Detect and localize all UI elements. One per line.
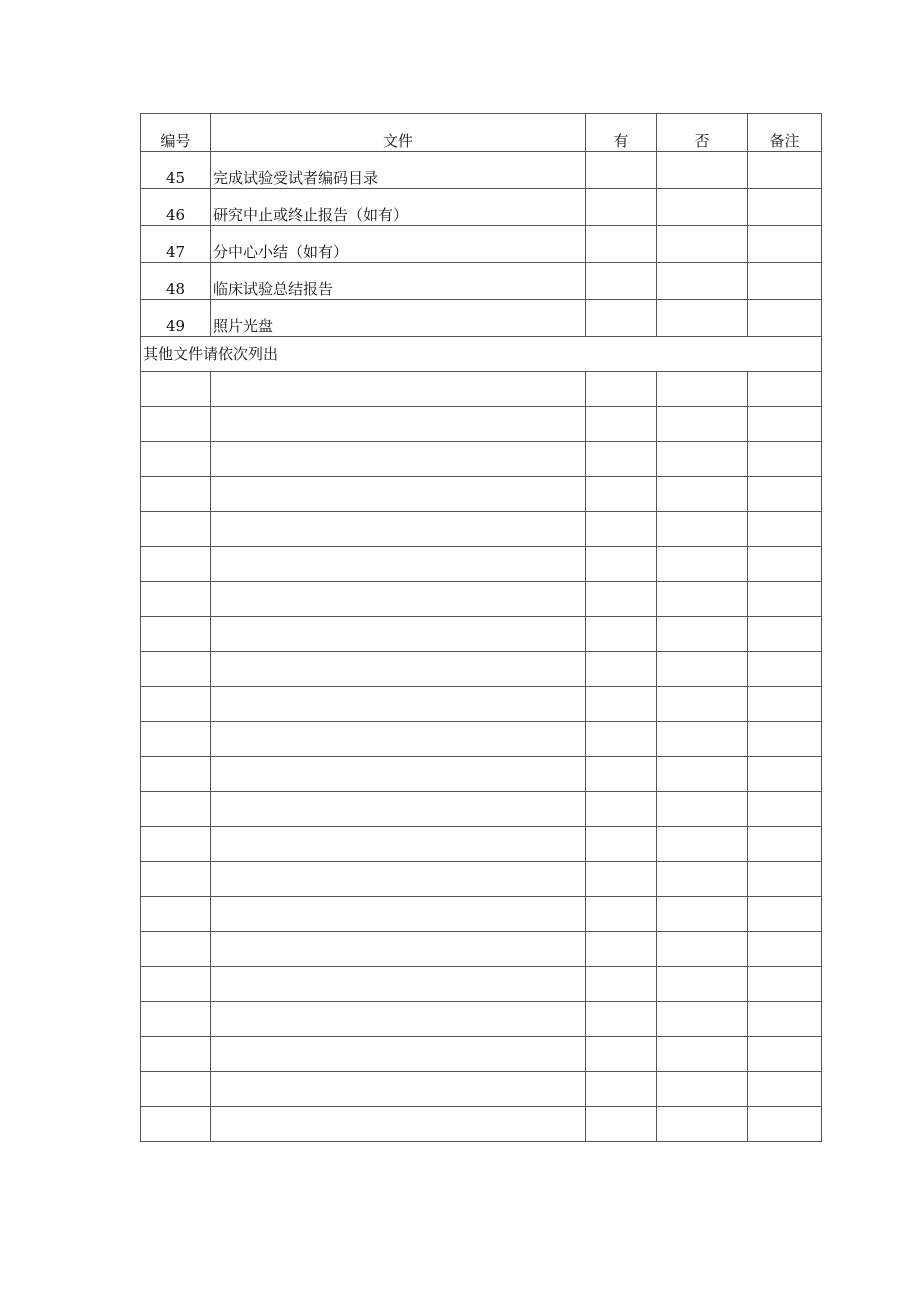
header-number: 编号: [141, 114, 211, 152]
blank-document-cell[interactable]: [211, 547, 586, 582]
blank-number-cell[interactable]: [141, 547, 211, 582]
row-no-cell[interactable]: [657, 152, 748, 189]
blank-table-row: [141, 827, 822, 862]
blank-number-cell[interactable]: [141, 407, 211, 442]
blank-table-row: [141, 1072, 822, 1107]
blank-number-cell[interactable]: [141, 757, 211, 792]
blank-number-cell[interactable]: [141, 722, 211, 757]
row-document: 研究中止或终止报告（如有）: [211, 189, 586, 226]
blank-document-cell[interactable]: [211, 1037, 586, 1072]
blank-document-cell[interactable]: [211, 372, 586, 407]
blank-table-row: [141, 407, 822, 442]
blank-remarks-cell[interactable]: [748, 1037, 822, 1072]
blank-no-cell[interactable]: [657, 1037, 748, 1072]
row-document: 临床试验总结报告: [211, 263, 586, 300]
blank-yes-cell[interactable]: [586, 827, 657, 862]
blank-no-cell[interactable]: [657, 967, 748, 1002]
blank-document-cell[interactable]: [211, 477, 586, 512]
blank-no-cell[interactable]: [657, 372, 748, 407]
row-no-cell[interactable]: [657, 226, 748, 263]
blank-table-row: [141, 617, 822, 652]
blank-yes-cell[interactable]: [586, 687, 657, 722]
blank-remarks-cell[interactable]: [748, 1002, 822, 1037]
blank-number-cell[interactable]: [141, 582, 211, 617]
blank-yes-cell[interactable]: [586, 932, 657, 967]
blank-number-cell[interactable]: [141, 652, 211, 687]
blank-remarks-cell[interactable]: [748, 547, 822, 582]
blank-table-row: [141, 1002, 822, 1037]
blank-remarks-cell[interactable]: [748, 932, 822, 967]
blank-document-cell[interactable]: [211, 932, 586, 967]
blank-document-cell[interactable]: [211, 687, 586, 722]
blank-number-cell[interactable]: [141, 1072, 211, 1107]
blank-document-cell[interactable]: [211, 407, 586, 442]
row-number: 46: [141, 189, 211, 226]
blank-document-cell[interactable]: [211, 897, 586, 932]
blank-no-cell[interactable]: [657, 617, 748, 652]
blank-yes-cell[interactable]: [586, 407, 657, 442]
blank-number-cell[interactable]: [141, 932, 211, 967]
table-header-row: [141, 114, 822, 152]
blank-no-cell[interactable]: [657, 722, 748, 757]
blank-no-cell[interactable]: [657, 862, 748, 897]
document-checklist-table: [140, 113, 822, 1142]
blank-yes-cell[interactable]: [586, 617, 657, 652]
table-row: [141, 152, 822, 189]
table-row: [141, 263, 822, 300]
row-document: 完成试验受试者编码目录: [211, 152, 586, 189]
row-yes-cell[interactable]: [586, 226, 657, 263]
blank-number-cell[interactable]: [141, 687, 211, 722]
blank-number-cell[interactable]: [141, 827, 211, 862]
blank-yes-cell[interactable]: [586, 1037, 657, 1072]
blank-no-cell[interactable]: [657, 1072, 748, 1107]
header-yes: 有: [586, 114, 657, 152]
blank-number-cell[interactable]: [141, 512, 211, 547]
row-number: 45: [141, 152, 211, 189]
blank-yes-cell[interactable]: [586, 757, 657, 792]
table-row: [141, 300, 822, 337]
blank-document-cell[interactable]: [211, 862, 586, 897]
row-no-cell[interactable]: [657, 300, 748, 337]
row-remarks-cell[interactable]: [748, 189, 822, 226]
row-remarks-cell[interactable]: [748, 263, 822, 300]
blank-document-cell[interactable]: [211, 722, 586, 757]
row-no-cell[interactable]: [657, 263, 748, 300]
blank-no-cell[interactable]: [657, 477, 748, 512]
blank-number-cell[interactable]: [141, 477, 211, 512]
blank-no-cell[interactable]: [657, 687, 748, 722]
blank-number-cell[interactable]: [141, 862, 211, 897]
blank-remarks-cell[interactable]: [748, 442, 822, 477]
row-document: 分中心小结（如有）: [211, 226, 586, 263]
blank-no-cell[interactable]: [657, 932, 748, 967]
blank-document-cell[interactable]: [211, 512, 586, 547]
blank-number-cell[interactable]: [141, 1002, 211, 1037]
blank-document-cell[interactable]: [211, 582, 586, 617]
blank-table-row: [141, 792, 822, 827]
blank-yes-cell[interactable]: [586, 722, 657, 757]
blank-number-cell[interactable]: [141, 1107, 211, 1142]
blank-table-row: [141, 442, 822, 477]
blank-table-row: [141, 1037, 822, 1072]
blank-document-cell[interactable]: [211, 1072, 586, 1107]
blank-table-row: [141, 1107, 822, 1142]
blank-document-cell[interactable]: [211, 827, 586, 862]
blank-yes-cell[interactable]: [586, 652, 657, 687]
blank-no-cell[interactable]: [657, 1002, 748, 1037]
blank-remarks-cell[interactable]: [748, 1072, 822, 1107]
blank-number-cell[interactable]: [141, 897, 211, 932]
blank-no-cell[interactable]: [657, 512, 748, 547]
blank-number-cell[interactable]: [141, 1037, 211, 1072]
blank-no-cell[interactable]: [657, 407, 748, 442]
other-documents-section-row: [141, 337, 822, 372]
blank-number-cell[interactable]: [141, 967, 211, 1002]
blank-table-row: [141, 932, 822, 967]
row-yes-cell[interactable]: [586, 263, 657, 300]
blank-table-row: [141, 687, 822, 722]
blank-no-cell[interactable]: [657, 792, 748, 827]
blank-remarks-cell[interactable]: [748, 967, 822, 1002]
blank-remarks-cell[interactable]: [748, 827, 822, 862]
blank-remarks-cell[interactable]: [748, 372, 822, 407]
blank-remarks-cell[interactable]: [748, 582, 822, 617]
row-number: 49: [141, 300, 211, 337]
blank-number-cell[interactable]: [141, 372, 211, 407]
header-document: 文件: [211, 114, 586, 152]
blank-no-cell[interactable]: [657, 582, 748, 617]
blank-table-row: [141, 652, 822, 687]
blank-yes-cell[interactable]: [586, 1002, 657, 1037]
blank-document-cell[interactable]: [211, 1107, 586, 1142]
row-yes-cell[interactable]: [586, 189, 657, 226]
blank-yes-cell[interactable]: [586, 477, 657, 512]
blank-remarks-cell[interactable]: [748, 862, 822, 897]
blank-yes-cell[interactable]: [586, 512, 657, 547]
blank-no-cell[interactable]: [657, 827, 748, 862]
blank-table-row: [141, 722, 822, 757]
row-number: 47: [141, 226, 211, 263]
blank-no-cell[interactable]: [657, 897, 748, 932]
blank-yes-cell[interactable]: [586, 442, 657, 477]
blank-document-cell[interactable]: [211, 442, 586, 477]
blank-remarks-cell[interactable]: [748, 617, 822, 652]
blank-table-row: [141, 547, 822, 582]
blank-no-cell[interactable]: [657, 442, 748, 477]
blank-remarks-cell[interactable]: [748, 792, 822, 827]
blank-yes-cell[interactable]: [586, 792, 657, 827]
table-row: [141, 226, 822, 263]
blank-document-cell[interactable]: [211, 652, 586, 687]
row-document: 照片光盘: [211, 300, 586, 337]
blank-document-cell[interactable]: [211, 967, 586, 1002]
blank-table-row: [141, 897, 822, 932]
blank-document-cell[interactable]: [211, 617, 586, 652]
other-documents-label: 其他文件请依次列出: [141, 337, 822, 372]
blank-number-cell[interactable]: [141, 442, 211, 477]
blank-document-cell[interactable]: [211, 1002, 586, 1037]
blank-document-cell[interactable]: [211, 757, 586, 792]
header-remarks: 备注: [748, 114, 822, 152]
blank-rows-group: [141, 372, 822, 1142]
blank-yes-cell[interactable]: [586, 372, 657, 407]
blank-document-cell[interactable]: [211, 792, 586, 827]
blank-yes-cell[interactable]: [586, 862, 657, 897]
blank-table-row: [141, 862, 822, 897]
blank-number-cell[interactable]: [141, 617, 211, 652]
blank-remarks-cell[interactable]: [748, 652, 822, 687]
blank-remarks-cell[interactable]: [748, 477, 822, 512]
blank-yes-cell[interactable]: [586, 1072, 657, 1107]
blank-no-cell[interactable]: [657, 1107, 748, 1142]
blank-no-cell[interactable]: [657, 547, 748, 582]
blank-remarks-cell[interactable]: [748, 897, 822, 932]
blank-yes-cell[interactable]: [586, 967, 657, 1002]
row-remarks-cell[interactable]: [748, 152, 822, 189]
blank-remarks-cell[interactable]: [748, 407, 822, 442]
blank-no-cell[interactable]: [657, 652, 748, 687]
blank-table-row: [141, 512, 822, 547]
row-number: 48: [141, 263, 211, 300]
blank-remarks-cell[interactable]: [748, 1107, 822, 1142]
row-remarks-cell[interactable]: [748, 226, 822, 263]
row-remarks-cell[interactable]: [748, 300, 822, 337]
blank-remarks-cell[interactable]: [748, 757, 822, 792]
table-row: [141, 189, 822, 226]
blank-table-row: [141, 372, 822, 407]
blank-yes-cell[interactable]: [586, 547, 657, 582]
row-no-cell[interactable]: [657, 189, 748, 226]
blank-no-cell[interactable]: [657, 757, 748, 792]
blank-yes-cell[interactable]: [586, 582, 657, 617]
blank-table-row: [141, 967, 822, 1002]
blank-remarks-cell[interactable]: [748, 512, 822, 547]
blank-table-row: [141, 582, 822, 617]
blank-table-row: [141, 757, 822, 792]
blank-table-row: [141, 477, 822, 512]
blank-yes-cell[interactable]: [586, 1107, 657, 1142]
row-yes-cell[interactable]: [586, 300, 657, 337]
row-yes-cell[interactable]: [586, 152, 657, 189]
blank-remarks-cell[interactable]: [748, 722, 822, 757]
blank-remarks-cell[interactable]: [748, 687, 822, 722]
header-no: 否: [657, 114, 748, 152]
blank-yes-cell[interactable]: [586, 897, 657, 932]
blank-number-cell[interactable]: [141, 792, 211, 827]
